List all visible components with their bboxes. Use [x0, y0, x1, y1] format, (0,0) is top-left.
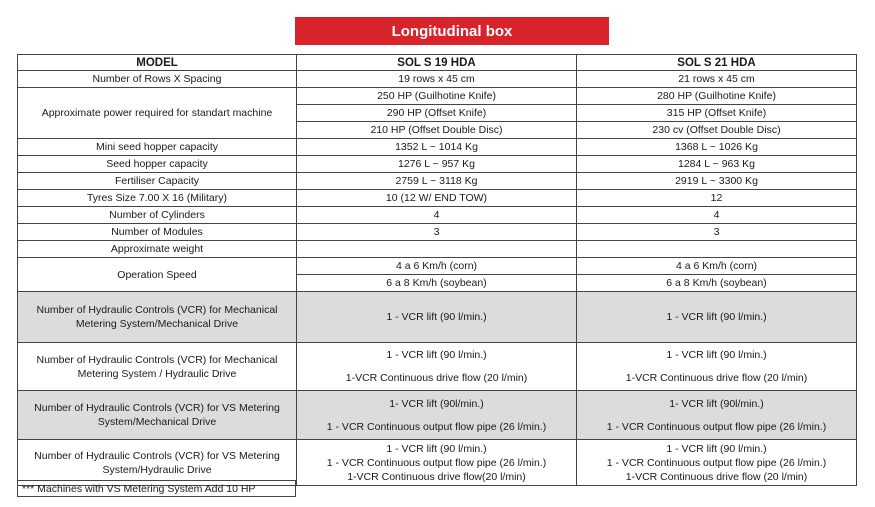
cell-value: 19 rows x 45 cm	[297, 71, 577, 88]
cell-value: 4	[297, 207, 577, 224]
cell-value: 12	[577, 190, 857, 207]
row-label: Mini seed hopper capacity	[18, 139, 297, 156]
cell-value: 210 HP (Offset Double Disc)	[297, 122, 577, 139]
cell-value: 6 a 8 Km/h (soybean)	[577, 275, 857, 292]
cell-value: 1 - VCR lift (90 l/min.)	[297, 292, 577, 343]
cell-line: 1-VCR Continuous drive flow (20 l/min)	[625, 470, 808, 483]
table-row	[18, 343, 857, 391]
cell-value: 1368 L ~ 1026 Kg	[577, 139, 857, 156]
page-title: Longitudinal box	[295, 17, 609, 45]
cell-value	[297, 440, 577, 486]
table-row	[18, 71, 857, 88]
cell-line: 1 - VCR Continuous output flow pipe (26 l/min.)	[606, 456, 827, 469]
cell-value: 10 (12 W/ END TOW)	[297, 190, 577, 207]
table-row	[18, 241, 857, 258]
row-label: Approximate weight	[18, 241, 297, 258]
cell-value	[297, 241, 577, 258]
table-row	[18, 440, 857, 486]
cell-line: 1 - VCR lift (90 l/min.)	[386, 442, 487, 455]
cell-value: 4	[577, 207, 857, 224]
table-row	[18, 173, 857, 190]
row-label: Seed hopper capacity	[18, 156, 297, 173]
footnote-box	[17, 480, 296, 497]
table-row	[18, 292, 857, 343]
cell-value: 290 HP (Offset Knife)	[297, 105, 577, 122]
cell-line: 1 - VCR Continuous output flow pipe (26 l/min.)	[326, 420, 547, 433]
row-label: Approximate power required for standart machine	[18, 88, 297, 139]
cell-value: 250 HP (Guilhotine Knife)	[297, 88, 577, 105]
cell-line: 1 - VCR lift (90 l/min.)	[386, 349, 487, 361]
cell-line: 1 - VCR lift (90 l/min.)	[666, 442, 767, 455]
row-label: Tyres Size 7.00 X 16 (Military)	[18, 190, 297, 207]
cell-value	[577, 440, 857, 486]
table-row	[18, 139, 857, 156]
cell-value: 315 HP (Offset Knife)	[577, 105, 857, 122]
spec-table	[17, 54, 857, 486]
cell-line: 1 - VCR Continuous output flow pipe (26 l/min.)	[606, 420, 827, 433]
cell-line: 1-VCR Continuous drive flow(20 l/min)	[347, 470, 526, 483]
table-row	[18, 258, 857, 275]
cell-value: 280 HP (Guilhotine Knife)	[577, 88, 857, 105]
cell-value	[297, 343, 577, 391]
row-label: Number of Modules	[18, 224, 297, 241]
table-row	[18, 391, 857, 440]
header-sol-s-19-hda: SOL S 19 HDA	[297, 55, 577, 71]
cell-value	[577, 241, 857, 258]
cell-value: 2919 L ~ 3300 Kg	[577, 173, 857, 190]
cell-value: 230 cv (Offset Double Disc)	[577, 122, 857, 139]
cell-value: 1352 L ~ 1014 Kg	[297, 139, 577, 156]
cell-value: 1284 L ~ 963 Kg	[577, 156, 857, 173]
cell-value: 1 - VCR lift (90 l/min.)	[577, 292, 857, 343]
row-label: Number of Hydraulic Controls (VCR) for VS Metering System/Mechanical Drive	[18, 391, 297, 440]
table-row	[18, 207, 857, 224]
row-label: Operation Speed	[18, 258, 297, 292]
cell-line: 1- VCR lift (90l/min.)	[669, 397, 764, 410]
row-label: Number of Hydraulic Controls (VCR) for Mechanical Metering System/Mechanical Drive	[18, 292, 297, 343]
row-label: Number of Hydraulic Controls (VCR) for Mechanical Metering System / Hydraulic Drive	[18, 343, 297, 391]
table-header-row	[18, 55, 857, 71]
header-sol-s-21-hda: SOL S 21 HDA	[577, 55, 857, 71]
cell-value: 1276 L ~ 957 Kg	[297, 156, 577, 173]
cell-value: 3	[297, 224, 577, 241]
cell-value: 6 a 8 Km/h (soybean)	[297, 275, 577, 292]
cell-value: 21 rows x 45 cm	[577, 71, 857, 88]
cell-value: 2759 L ~ 3118 Kg	[297, 173, 577, 190]
cell-line: 1-VCR Continuous drive flow (20 l/min)	[345, 372, 528, 384]
cell-line: 1 - VCR lift (90 l/min.)	[666, 349, 767, 361]
footnote: *** Machines with VS Metering System Add 10 HP	[18, 481, 296, 497]
cell-line: 1- VCR lift (90l/min.)	[389, 397, 484, 410]
table-row	[18, 190, 857, 207]
cell-value: 4 a 6 Km/h (corn)	[297, 258, 577, 275]
table-row	[18, 224, 857, 241]
row-label: Fertiliser Capacity	[18, 173, 297, 190]
row-label: Number of Cylinders	[18, 207, 297, 224]
cell-value: 3	[577, 224, 857, 241]
row-label: Number of Hydraulic Controls (VCR) for VS Metering System/Hydraulic Drive	[18, 440, 297, 486]
cell-value: 4 a 6 Km/h (corn)	[577, 258, 857, 275]
table-row	[18, 156, 857, 173]
header-model: MODEL	[18, 55, 297, 71]
cell-value	[297, 391, 577, 440]
row-label: Number of Rows X Spacing	[18, 71, 297, 88]
cell-value	[577, 391, 857, 440]
cell-line: 1-VCR Continuous drive flow (20 l/min)	[625, 372, 808, 384]
cell-line: 1 - VCR Continuous output flow pipe (26 l/min.)	[326, 456, 547, 469]
cell-value	[577, 343, 857, 391]
table-row	[18, 88, 857, 105]
